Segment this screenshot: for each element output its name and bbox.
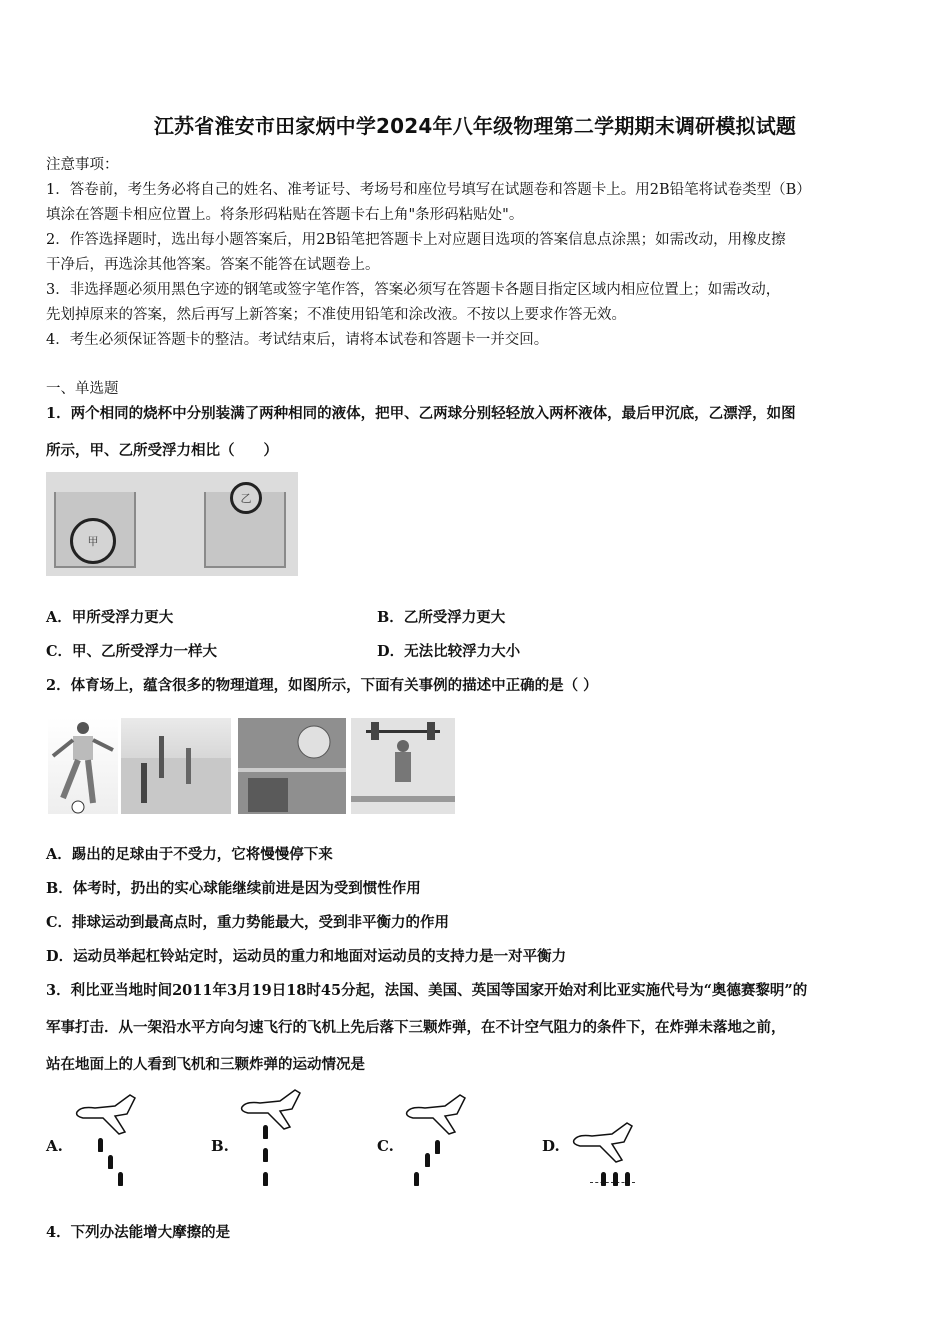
exam-title: 江苏省淮安市田家炳中学2024年八年级物理第二学期期末调研模拟试题 (153, 114, 797, 138)
q2-option-b: B．体考时，扔出的实心球能继续前进是因为受到惯性作用 (46, 880, 421, 897)
bomb-icon (425, 1153, 430, 1167)
question-3-text: 站在地面上的人看到飞机和三颗炸弹的运动情况是 (46, 1056, 365, 1073)
bomb-icon (118, 1172, 123, 1186)
airplane-icon (240, 1087, 310, 1132)
bomb-icon (263, 1148, 268, 1162)
bomb-icon (601, 1172, 606, 1186)
q1-option-a: A．甲所受浮力更大 (46, 609, 174, 626)
question-3-text: 3．利比亚当地时间2011年3月19日18时45分起，法国、美国、英国等国家开始对利比亚实施代号为“奥德赛黎明”的 (46, 982, 808, 999)
bomb-icon (263, 1125, 268, 1139)
bomb-icon (98, 1138, 103, 1152)
notice-line: 1．答卷前，考生务必将自己的姓名、准考证号、考场号和座位号填写在试题卷和答题卡上。用2B铅笔将试卷类型（B） (46, 182, 811, 198)
question-4-text: 4．下列办法能增大摩擦的是 (46, 1224, 231, 1241)
q2-option-d: D．运动员举起杠铃站定时，运动员的重力和地面对运动员的支持力是一对平衡力 (46, 948, 567, 965)
notice-line: 2．作答选择题时，选出每小题答案后，用2B铅笔把答题卡上对应题目选项的答案信息点涂黑；如需改动，用橡皮擦 (46, 232, 786, 248)
airplane-icon (75, 1092, 145, 1137)
bomb-icon (108, 1155, 113, 1169)
notice-line: 填涂在答题卡相应位置上。将条形码粘贴在答题卡右上角"条形码粘贴处"。 (46, 207, 524, 223)
notice-line: 3．非选择题必须用黑色字迹的钢笔或签字笔作答，答案必须写在答题卡各题目指定区域内相应位置上；如需改动， (46, 282, 781, 298)
q3-option-c-label: C. (377, 1137, 394, 1155)
question-1-text: 1．两个相同的烧杯中分别装满了两种相同的液体，把甲、乙两球分别轻轻放入两杯液体，最后甲沉底，乙漂浮，如图 (46, 405, 796, 422)
bomb-icon (613, 1172, 618, 1186)
notice-line: 4．考生必须保证答题卡的整洁。考试结束后，请将本试卷和答题卡一并交回。 (46, 332, 549, 348)
bomb-icon (263, 1172, 268, 1186)
airplane-icon (572, 1120, 642, 1165)
q3-option-b-label: B. (211, 1137, 229, 1155)
bomb-icon (435, 1140, 440, 1154)
q2-option-a: A．踢出的足球由于不受力，它将慢慢停下来 (46, 846, 333, 863)
q2-option-c: C．排球运动到最高点时，重力势能最大，受到非平衡力的作用 (46, 914, 450, 931)
airplane-icon (405, 1092, 475, 1137)
question-3-text: 军事打击．从一架沿水平方向匀速飞行的飞机上先后落下三颗炸弹，在不计空气阻力的条件下，在炸弹未落地之前， (46, 1019, 786, 1036)
bomb-icon (625, 1172, 630, 1186)
q3-option-d-label: D. (542, 1137, 560, 1155)
ball-jia (70, 518, 116, 564)
q1-option-d: D．无法比较浮力大小 (377, 643, 521, 660)
question-2-text: 2．体育场上，蕴含很多的物理道理，如图所示，下面有关事例的描述中正确的是（ ） (46, 677, 598, 694)
beaker-figure (46, 472, 298, 576)
q1-option-b: B．乙所受浮力更大 (377, 609, 506, 626)
ball-yi-label: 乙 (240, 492, 252, 505)
bomb-icon (414, 1172, 419, 1186)
photo-weightlifting (351, 718, 455, 814)
question-1-text: 所示，甲、乙所受浮力相比（ ） (46, 442, 278, 459)
notice-line: 先划掉原来的答案，然后再写上新答案；不准使用铅笔和涂改液。不按以上要求作答无效。 (46, 307, 626, 323)
q1-option-c: C．甲、乙所受浮力一样大 (46, 643, 218, 660)
q3-option-a-label: A. (46, 1137, 63, 1155)
ball-yi (230, 482, 262, 514)
ball-jia-label: 甲 (87, 535, 99, 548)
photo-shot-put (121, 718, 231, 814)
notice-line: 干净后，再选涂其他答案。答案不能答在试题卷上。 (46, 257, 380, 273)
photo-volleyball (238, 718, 346, 814)
photo-soccer-kick (48, 718, 118, 814)
notice-heading: 注意事项： (46, 157, 119, 173)
section-heading: 一、单选题 (46, 381, 119, 397)
